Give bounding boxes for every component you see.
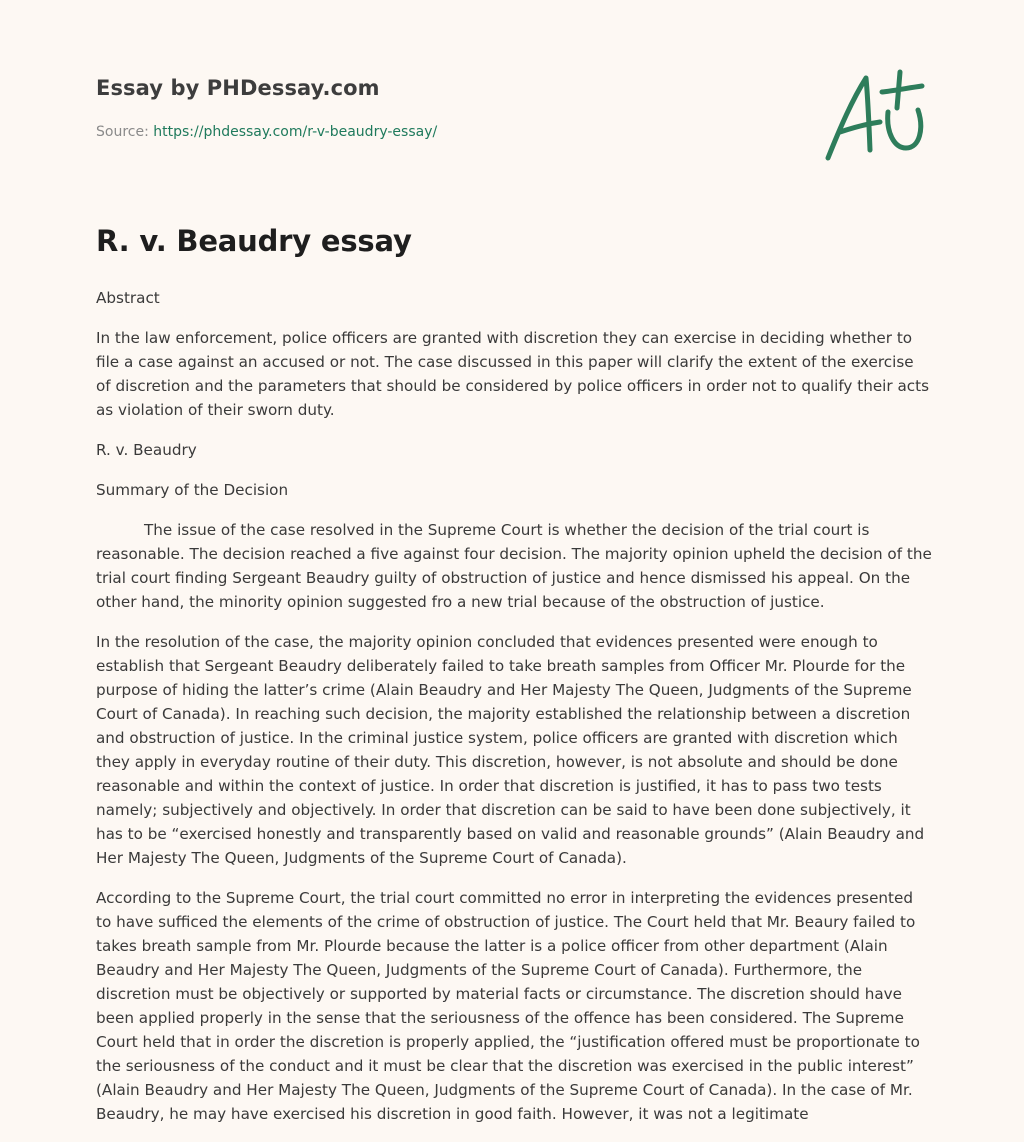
abstract-heading: Abstract [96, 289, 160, 307]
summary-heading: Summary of the Decision [96, 481, 289, 499]
source-line [96, 124, 796, 140]
essay-title: R. v. Beaudry essay [96, 224, 412, 258]
body-paragraph: The issue of the case resolved in the Supreme Court is whether the decision of the trial court is reasonable. The decision reached a five against four decision. The majority opinion upheld the decision of the trial court finding Sergeant Beaudry guilty of obstruction of justice and hence dismissed his appeal. On the other hand, the minority opinion suggested fro a new trial because of the obstruction of justice. [96, 521, 932, 611]
case-name: R. v. Beaudry [96, 441, 197, 459]
body-paragraph: In the resolution of the case, the majority opinion concluded that evidences presented were enough to establish that Sergeant Beaudry deliberately failed to take breath samples from Officer Mr. Plourde for the purpose of hiding the latter’s crime (Alain Beaudry and Her Majesty The Queen, Judgments of the Supreme Court of Canada). In reaching such decision, the majority established the relationship between a discretion and obstruction of justice. In the criminal justice system, police officers are granted with discretion which they apply in everyday routine of their duty. This discretion, however, is not absolute and should be done reasonable and within the context of justice. In order that discretion is justified, it has to pass two tests namely; subjectively and objectively. In order that discretion can be said to have been done subjectively, it has to be “exercised honestly and transparently based on valid and reasonable grounds” (Alain Beaudry and Her Majesty The Queen, Judgments of the Supreme Court of Canada). [96, 633, 925, 867]
site-header [96, 76, 796, 140]
source-link[interactable]: https://phdessay.com/r-v-beaudry-essay/ [153, 124, 438, 140]
site-brand: Essay by PHDessay.com [96, 76, 380, 100]
a-plus-grade-icon [822, 66, 932, 166]
essay-body [96, 286, 932, 1142]
abstract-paragraph: In the law enforcement, police officers are granted with discretion they can exercise in deciding whether to file a case against an accused or not. The case discussed in this paper will clarify the extent of the exercise of discretion and the parameters that should be considered by police officers in order not to qualify their acts as violation of their sworn duty. [96, 329, 929, 419]
body-paragraph: According to the Supreme Court, the trial court committed no error in interpreting the evidences presented to have sufficed the elements of the crime of obstruction of justice. The Court held that Mr. Beaury failed to takes breath sample from Mr. Plourde because the latter is a police officer from other department (Alain Beaudry and Her Majesty The Queen, Judgments of the Supreme Court of Canada). Furthermore, the discretion must be objectively or supported by material facts or circumstance. The discretion should have been applied properly in the sense that the seriousness of the offence has been considered. The Supreme Court held that in order the discretion is properly applied, the “justification offered must be proportionate to the seriousness of the conduct and it must be clear that the discretion was exercised in the public interest” (Alain Beaudry and Her Majesty The Queen, Judgments of the Supreme Court of Canada). In the case of Mr. Beaudry, he may have exercised his discretion in good faith. However, it was not a legitimate [96, 889, 920, 1123]
source-label: Source: [96, 124, 149, 140]
